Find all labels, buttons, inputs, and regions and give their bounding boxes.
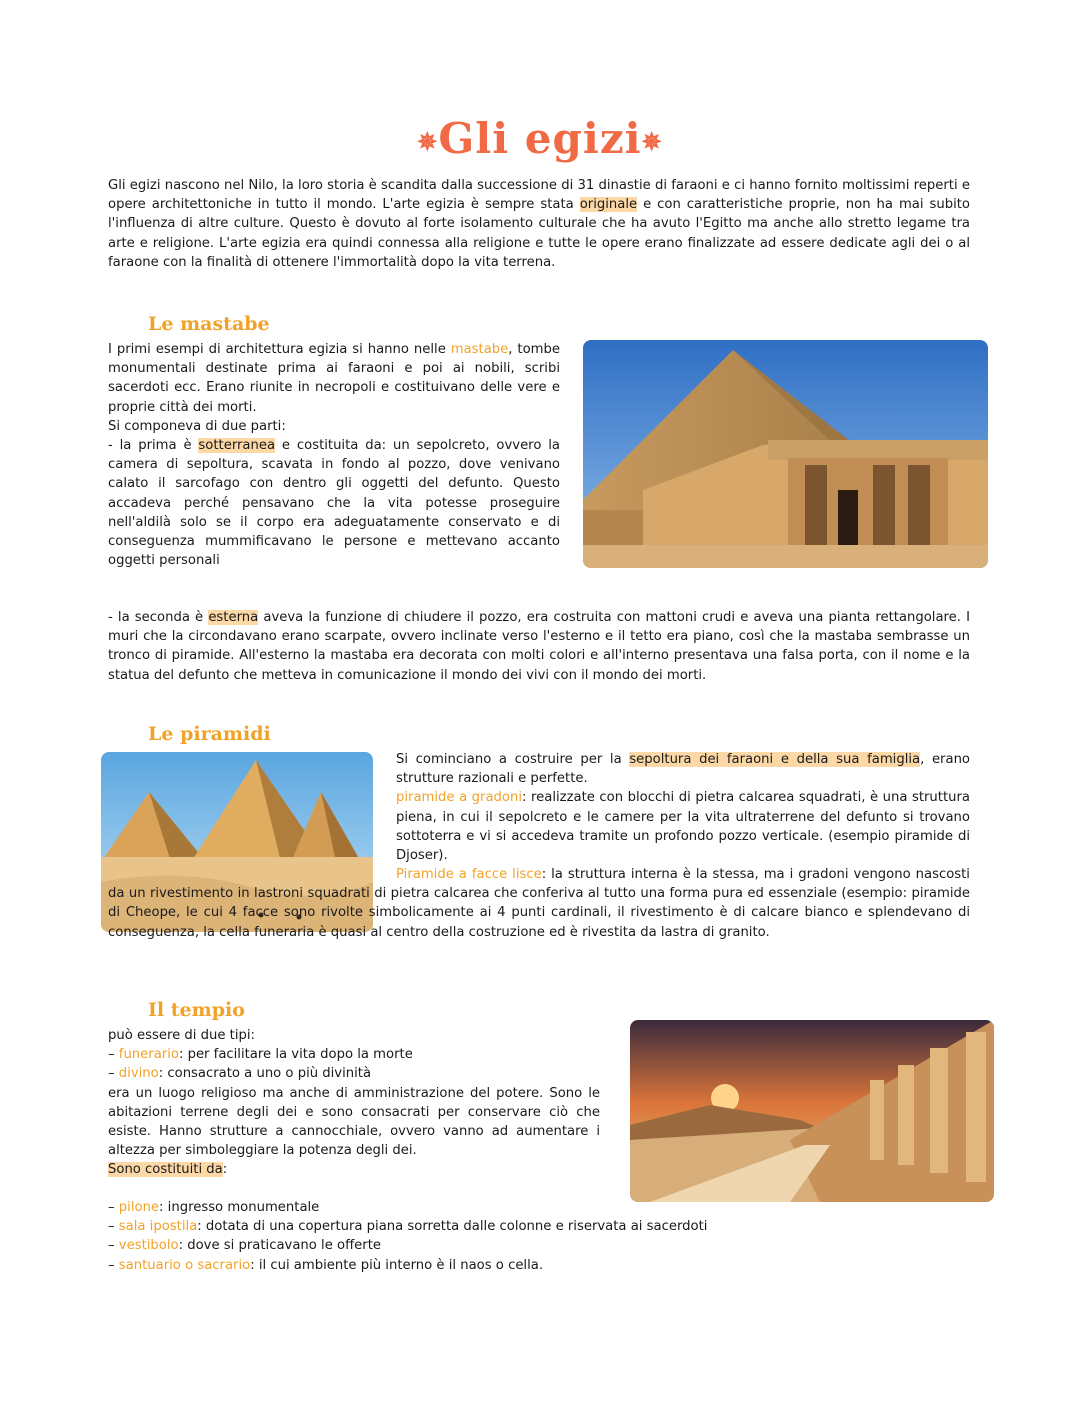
mastabe-paragraph-4 [108, 608, 970, 685]
temple-image [630, 1020, 994, 1202]
mastabe-paragraph-2: Si componeva di due parti: [108, 418, 286, 434]
term-piramide-facce-lisce: Piramide a facce lisce [396, 867, 542, 882]
intro-highlight: originale [579, 197, 638, 213]
section-title-piramidi: Le piramidi [148, 723, 271, 745]
highlight-sepoltura: sepoltura dei faraoni e della sua famiglia [629, 752, 921, 767]
ornament-left-icon: ✵ [417, 127, 439, 156]
tempio-parts-list [108, 1198, 808, 1275]
term-mastabe: mastabe [450, 342, 509, 357]
funerario-text: : per facilitare la vita dopo la morte [178, 1047, 413, 1063]
part-sala-ipostila: – sala ipostila: dotata di una copertura piana sorretta dalle colonne e riservata ai sacerdoti [108, 1219, 708, 1235]
vestibolo-text: : dove si praticavano le offerte [178, 1238, 381, 1254]
term-funerario: funerario [118, 1047, 179, 1063]
piramidi-text-2 [108, 865, 970, 942]
section-title-tempio: Il tempio [148, 999, 245, 1021]
tempio-intro: può essere di due tipi: [108, 1028, 255, 1043]
title-text: Gli egizi [438, 114, 642, 163]
part-vestibolo: – vestibolo: dove si praticavano le offerte [108, 1238, 381, 1254]
mastabe-paragraph-1 [108, 340, 560, 417]
piramidi-p1-a: Si cominciano a costruire per la [396, 752, 630, 767]
sala-ipostila-text: : dotata di una copertura piana sorretta dalle colonne e riservata ai sacerdoti [197, 1219, 708, 1235]
piramidi-paragraph-3 [108, 865, 970, 942]
mastabe-p3-b: e costituita da: un sepolcreto, ovvero la camera di sepoltura, scavata in fondo al pozzo, dove venivano calato il sarcofago con dentro gli oggetti del defunto. Questo accadeva perché pensavano che la vita potesse proseguire nell'aldilà solo se il corpo era adeguatamente conservato e di conseguenza mummificavano le persone e mettevano accanto oggetti personali [108, 438, 560, 569]
tempio-body: era un luogo religioso ma anche di amministrazione del potere. Sono le abitazioni terrene degli dei e sono consacrati per conservare ciò che esiste. Hanno strutture a cannocchiale, ovvero vanno ad aumentare i altezza per simboleggiare la potenza degli dei. [108, 1085, 600, 1159]
term-piramide-gradoni: piramide a gradoni [396, 790, 523, 806]
santuario-text: : il cui ambiente più interno è il naos o cella. [250, 1257, 544, 1273]
section-title-mastabe: Le mastabe [148, 313, 270, 335]
term-sala-ipostila: sala ipostila [118, 1219, 198, 1235]
mastabe-p4-b: aveva la funzione di chiudere il pozzo, era costruita con mattoni crudi e aveva una pianta rettangolare. I muri che la circondavano erano scarpate, ovvero inclinate verso l'esterno e il tetto era piano, così che la mastaba sembrasse un tronco di piramide. All'esterno la mastaba era decorata con molti colori e all'interno presentava una falsa porta, con il nome e la statua del defunto che metteva in comunicazione il mondo dei vivi con il mondo dei morti. [108, 610, 971, 683]
piramidi-p1-b: , erano strutture razionali e perfette. [396, 752, 970, 787]
highlight-esterna: esterna [208, 610, 259, 625]
mastabe-text-2 [108, 608, 970, 685]
tempio-type-funerario: – funerario: per facilitare la vita dopo la morte [108, 1047, 413, 1063]
mastabe-p4-a: - la seconda è [108, 610, 209, 625]
tempio-parts-label [108, 1160, 600, 1179]
mastabe-paragraph-3 [108, 436, 560, 570]
divino-text: : consacrato a uno o più divinità [158, 1066, 372, 1082]
highlight-sotterranea: sotterranea [198, 438, 276, 454]
pilone-text: : ingresso monumentale [159, 1200, 320, 1215]
intro-text-2: e con caratteristiche proprie, non ha mai subito l'influenza di altre culture. Questo è dovuto al forte isolamento culturale che ha avuto l'Egitto ma anche allo stretto legame tra arte e religione. L'arte egizia era quindi connessa alla religione e tutte le opere erano finalizzate ad essere dedicate agli dei o al faraone con la finalità di ottenere l'immortalità dopo la vita terrena. [108, 197, 970, 270]
parts-colon: : [222, 1162, 228, 1178]
piramidi-paragraph-2 [396, 788, 970, 865]
tempio-text [108, 1026, 600, 1180]
piramidi-t1-text: : realizzate con blocchi di pietra calcarea squadrati, è una struttura piena, in cui il sepolcreto e le camere per la vita ultraterrene del defunto si trovano sottoterra e vi si accedeva tramite un profondo pozzo verticale. (esempio piramide di Djoser). [396, 790, 970, 864]
piramidi-text-1 [396, 750, 970, 865]
highlight-costituiti: Sono costituiti da [108, 1162, 223, 1178]
term-divino: divino [118, 1066, 159, 1082]
mastaba-image [583, 340, 988, 568]
term-pilone: pilone [118, 1200, 160, 1215]
part-santuario: – santuario o sacrario: il cui ambiente più interno è il naos o cella. [108, 1257, 544, 1273]
ornament-right-icon: ✵ [641, 127, 663, 156]
page-title [0, 114, 1080, 167]
mastabe-text-1 [108, 340, 560, 570]
intro-paragraph [108, 176, 970, 272]
term-vestibolo: vestibolo [118, 1238, 179, 1254]
piramidi-paragraph-1 [396, 750, 970, 788]
term-santuario: santuario o sacrario [118, 1257, 251, 1273]
mastabe-p1-a: I primi esempi di architettura egizia si hanno nelle [108, 342, 451, 357]
mastabe-p1-b: , tombe monumentali destinate prima ai faraoni e poi ai nobili, scribi sacerdoti ecc. Erano riunite in necropoli e costituivano delle vere e proprie città dei morti. [108, 342, 560, 415]
tempio-type-divino: – divino: consacrato a uno o più divinità [108, 1066, 372, 1082]
intro-text-1: Gli egizi nascono nel Nilo, la loro storia è scandita dalla successione di 31 dinastie di faraoni e ci hanno fornito moltissimi reperti e opere architettoniche in tutto il mondo. L'arte egizia è sempre stata [108, 178, 970, 213]
mastabe-p3-a: - la prima è [108, 438, 199, 454]
part-pilone: – pilone: ingresso monumentale [108, 1200, 320, 1215]
piramidi-t2-text: : la struttura interna è la stessa, ma i gradoni vengono nascosti da un rivestimento in lastroni squadrati di pietra calcarea che conferiva al tutto una forma pura ed essenziale (esempio: piramide di Cheope, le cui 4 facce sono rivolte simbolicamente ai 4 punti cardinali, il rivestimento è di calcare bianco e splendevano di conseguenza, la cella funeraria è quasi al centro della costruzione ed è rivestita da lastra di granito. [108, 867, 970, 940]
